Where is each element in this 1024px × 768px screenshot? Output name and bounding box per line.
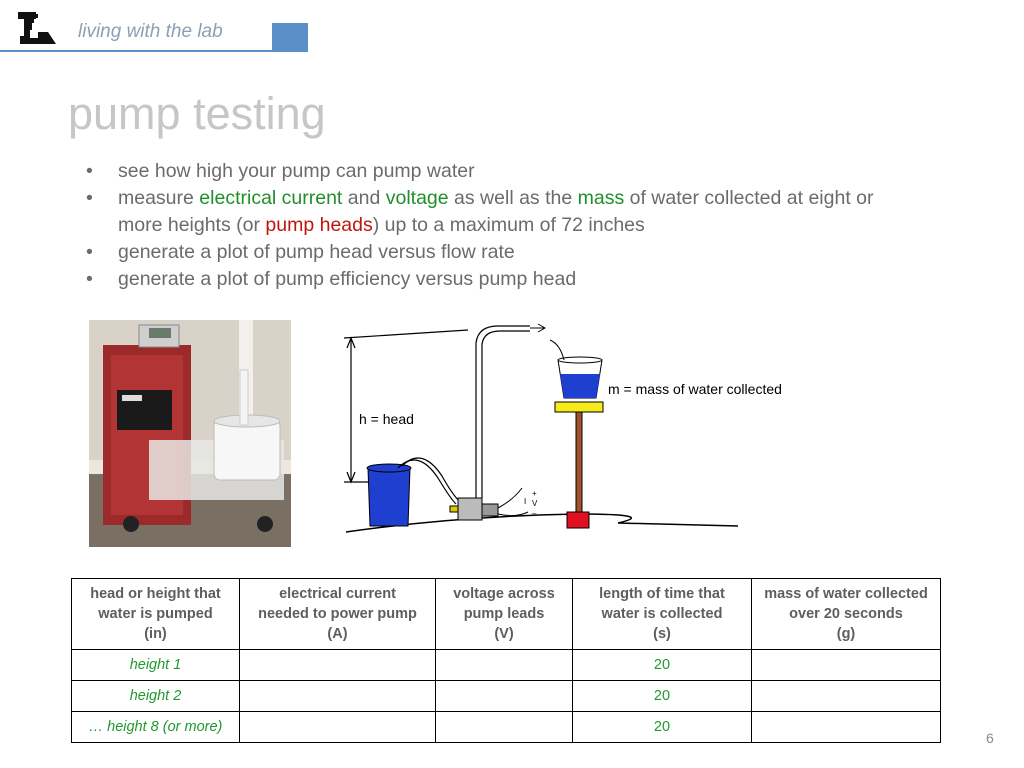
pump-head-diagram [338,318,818,540]
wire-minus-label: – [532,509,537,518]
voltage-cell [436,650,573,681]
bullet-text: generate a plot of pump efficiency versus pump head [118,268,577,290]
current-cell [240,650,436,681]
slide-title: pump testing [68,88,326,139]
table-row [72,712,941,743]
current-cell [240,712,436,743]
highlight-current: electrical current [199,187,343,209]
highlight-mass: mass [577,187,625,209]
mass-cell [752,681,941,712]
page-number: 6 [986,730,994,746]
header [0,0,1024,56]
header-rule [0,50,308,52]
header-voltage: voltage across pump leads (V) [436,579,573,650]
time-cell: 20 [573,712,752,743]
time-cell: 20 [573,681,752,712]
bullet-text: and [342,187,386,209]
bullet-item [86,185,916,239]
wire-plus-label: + [532,489,537,498]
bullet-list [86,158,916,293]
time-cell: 20 [573,650,752,681]
head-label: h = head [359,411,414,427]
header-current: electrical current needed to power pump (A) [240,579,436,650]
bullet-text: measure [118,187,200,209]
bullet-item [86,239,916,266]
mass-label: m = mass of water collected [608,381,782,397]
mass-cell [752,712,941,743]
table-row [72,681,941,712]
louisiana-tech-logo-icon [16,10,58,46]
voltage-cell [436,712,573,743]
voltage-cell [436,681,573,712]
header-accent-box [272,23,308,51]
highlight-voltage: voltage [385,187,449,209]
mass-cell [752,650,941,681]
wire-v-label: V [532,499,538,508]
bullet-text: generate a plot of pump head versus flow rate [118,241,515,263]
header-title: living with the lab [78,21,223,42]
bullet-text: ) up to a maximum of 72 inches [372,214,645,236]
header-mass: mass of water collected over 20 seconds (g) [752,579,941,650]
header-time: length of time that water is collected (s) [573,579,752,650]
table-header-row [72,579,941,650]
wire-i-label: I [524,497,527,506]
bullet-text: of water collected at eight or more heights (or [118,187,874,236]
highlight-pump-heads: pump heads [265,214,373,236]
table-row [72,650,941,681]
bullet-item [86,158,916,185]
bullet-text: as well as the [448,187,578,209]
bullet-text: see how high your pump can pump water [118,160,475,182]
height-cell: height 1 [72,650,240,681]
bullet-item [86,266,916,293]
current-cell [240,681,436,712]
height-cell: height 2 [72,681,240,712]
pump-test-cart-photo [89,320,291,547]
height-cell: … height 8 (or more) [72,712,240,743]
data-table [71,578,941,743]
header-head-height: head or height that water is pumped (in) [72,579,240,650]
